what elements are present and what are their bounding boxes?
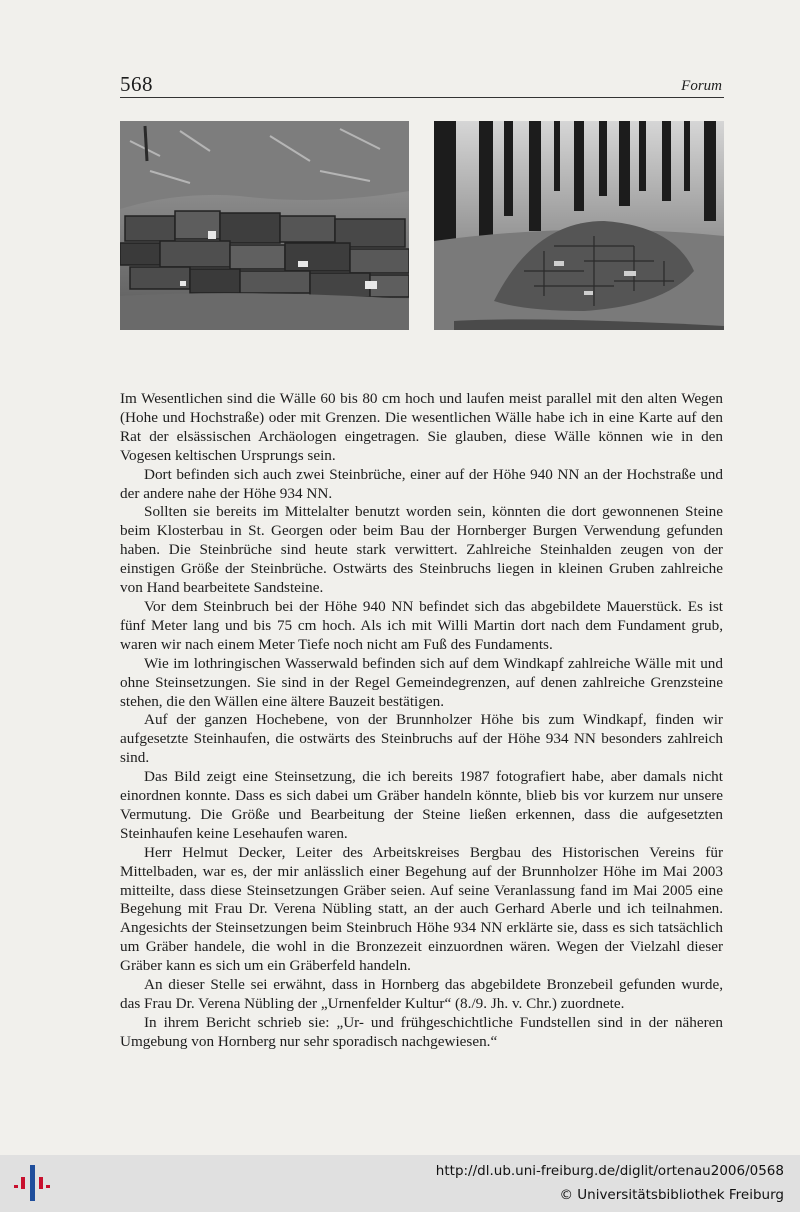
paragraph: Im Wesentlichen sind die Wälle 60 bis 80 cm hoch und laufen meist parallel mit den alten Wegen (Hohe und Hochstraße) oder mit Grenzen. Die wesentlichen Wälle habe ich in eine Karte auf den Rat der elsässischen Archäologen eingetragen. Sie glauben, diese Wälle können wie in den Vogesen keltischen Ursprungs sein.: [120, 390, 723, 464]
ub-freiburg-logo-icon: [12, 1163, 52, 1203]
paragraph: An dieser Stelle sei erwähnt, dass in Hornberg das abgebildete Bronzebeil gefunden wurde, das Frau Dr. Verena Nübling der „Urnenfelder Kultur“ (8./9. Jh. v. Chr.) zuordnete.: [120, 976, 723, 1012]
copyright-notice: © Universitätsbibliothek Freiburg: [559, 1187, 784, 1203]
paragraph: In ihrem Bericht schrieb sie: „Ur- und frühgeschichtliche Fundstellen sind in der näheren Umgebung von Hornberg nur sehr sporadisch nachgewiesen.“: [120, 1013, 723, 1050]
stone-wall-photo: [120, 121, 409, 330]
paragraph: Auf der ganzen Hochebene, von der Brunnholzer Höhe bis zum Windkapf, finden wir aufgesetzte Steinhaufen, die ostwärts des Steinbruchs auf der Höhe 934 NN besonders zahlreich sind.: [120, 711, 723, 767]
running-head: Forum: [681, 78, 722, 94]
paragraph: Wie im lothringischen Wasserwald befinden sich auf dem Windkapf zahlreiche Wälle mit und ohne Steinsetzungen. Sie sind in der Regel Gemeindegrenzen, auf denen zahlreiche Grenzsteine stehen, die den Wällen eine ältere Bauzeit bestätigen.: [120, 654, 723, 710]
paragraph: Sollten sie bereits im Mittelalter benutzt worden sein, könnten die dort gewonnenen Steine beim Klosterbau in St. Georgen oder beim Bau der Hornberger Burgen Verwendung gefunden haben. Die Steinbrüche sind heute stark verwittert. Zahlreiche Steinhalden zeugen von der einstigen Größe der Steinbrüche. Ostwärts des Steinbruchs liegen in kleinen Gruben zahlreiche von Hand bearbeitete Sandsteine.: [120, 503, 723, 597]
page-number: 568: [120, 72, 153, 96]
footer-bar: [0, 1155, 800, 1212]
article-body: [120, 390, 723, 1052]
paragraph: Dort befinden sich auch zwei Steinbrüche, einer auf der Höhe 940 NN an der Hochstraße und der andere nahe der Höhe 934 NN.: [120, 465, 723, 502]
header-rule: [120, 97, 724, 98]
stone-setting-forest-photo: [434, 121, 724, 330]
paragraph: Das Bild zeigt eine Steinsetzung, die ich bereits 1987 fotografiert habe, aber damals nicht einordnen konnte. Dass es sich dabei um Gräber handeln könnte, blieb bis vor kurzem nur unsere Vermutung. Die Größe und Bearbeitung der Steine ließen erkennen, dass die aufgesetzten Steinhaufen keine Lesehaufen waren.: [120, 768, 723, 842]
paragraph: Vor dem Steinbruch bei der Höhe 940 NN befindet sich das abgebildete Mauerstück. Es ist fünf Meter lang und bis 75 cm hoch. Als ich mit Willi Martin dort nach dem Fundament grub, waren wir nach einem Meter Tiefe noch nicht am Fuß des Fundaments.: [120, 597, 723, 653]
source-url-link[interactable]: http://dl.ub.uni-freiburg.de/diglit/ortenau2006/0568: [435, 1163, 784, 1179]
paragraph: Herr Helmut Decker, Leiter des Arbeitskreises Bergbau des Historischen Vereins für Mittelbaden, war es, der mir anlässlich einer Begehung auf der Brunnholzer Höhe im Mai 2003 mitteilte, dass diese Steinsetzungen Gräber seien. Auf seine Veranlassung fand im Mai 2005 eine Begehung mit Frau Dr. Verena Nübling statt, an der auch Gerhard Aberle und ich teilnahmen. Angesichts der Steinsetzungen beim Steinbruch Höhe 934 NN erklärte sie, dass es sich tatsächlich um Gräber handele, die wohl in die Bronzezeit einzuordnen wären. Wegen der Vielzahl dieser Gräber kann es sich um ein Gräberfeld handeln.: [120, 843, 723, 975]
